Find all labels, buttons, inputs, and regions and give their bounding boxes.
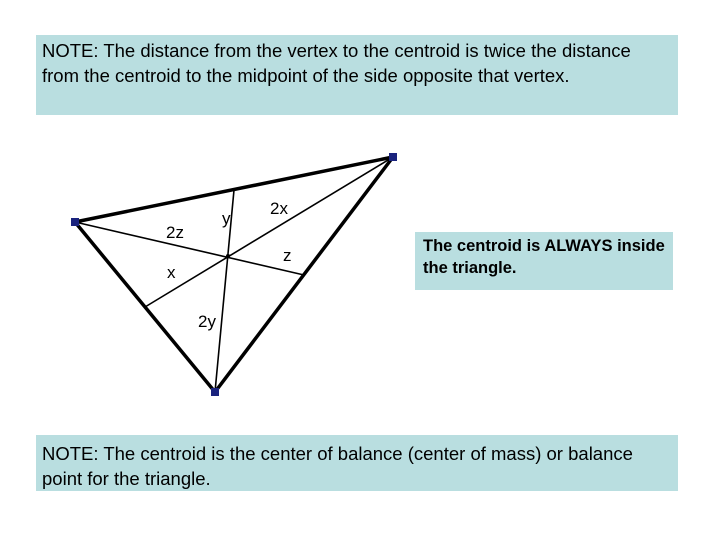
- note-top: NOTE: The distance from the vertex to the centroid is twice the distance from the centroid to the midpoint of the side opposite that vertex.: [36, 35, 678, 115]
- label-x: x: [167, 263, 176, 282]
- vertex-marker-left: [71, 218, 79, 226]
- median-from-left-vertex: [75, 222, 304, 275]
- label-y: y: [222, 209, 231, 228]
- label-2x: 2x: [270, 199, 288, 218]
- centroid-point: [226, 254, 230, 258]
- label-2z: 2z: [166, 223, 184, 242]
- label-z: z: [283, 246, 292, 265]
- label-2y: 2y: [198, 312, 216, 331]
- vertex-marker-bottom: [211, 388, 219, 396]
- note-bottom: NOTE: The centroid is the center of balance (center of mass) or balance point for the triangle.: [36, 435, 678, 491]
- vertex-marker-top: [389, 153, 397, 161]
- centroid-callout: The centroid is ALWAYS inside the triangle.: [415, 232, 673, 290]
